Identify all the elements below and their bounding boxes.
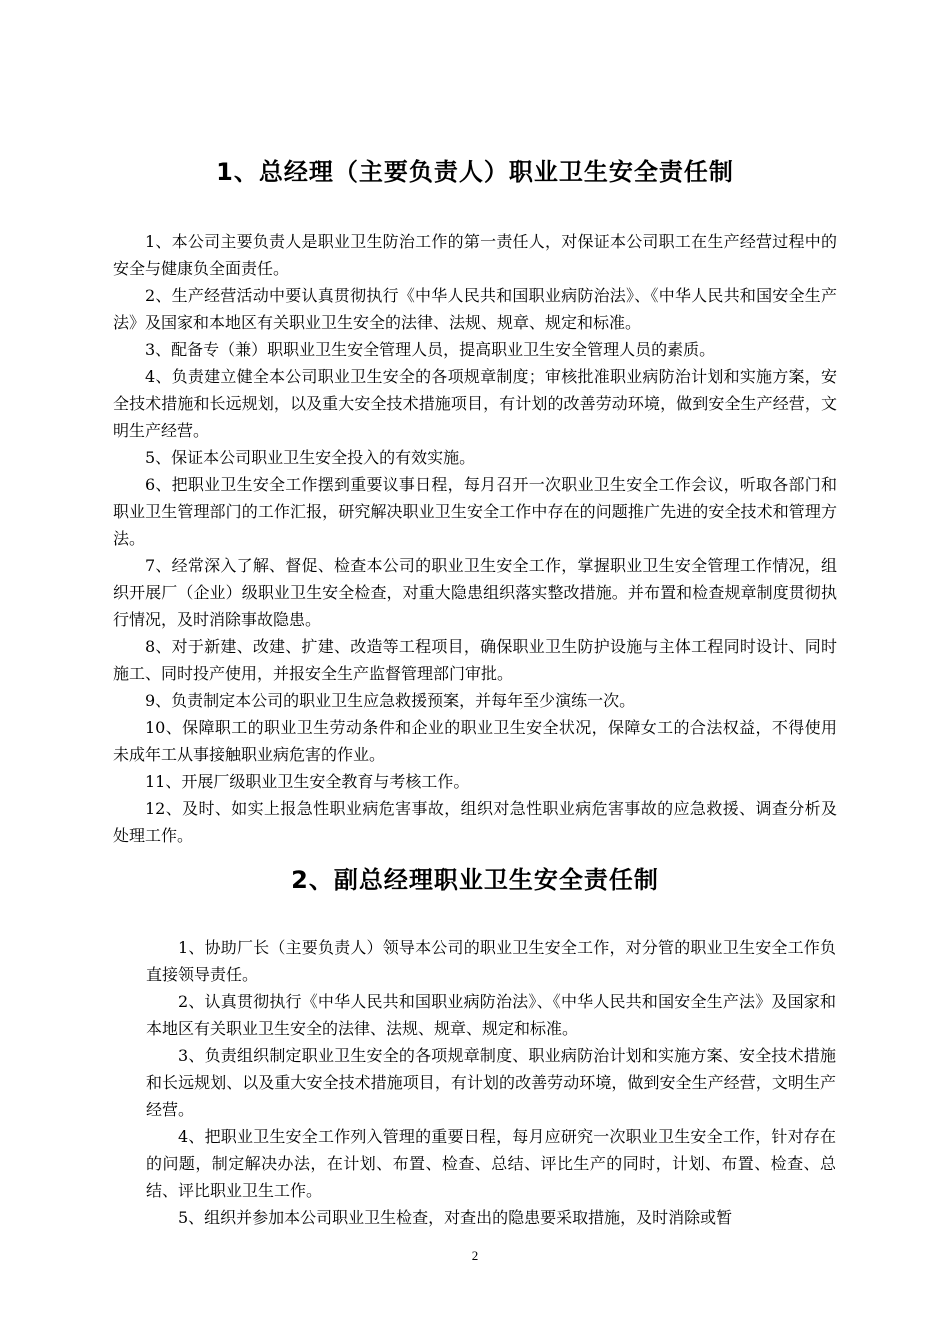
paragraph: 3、配备专（兼）职职业卫生安全管理人员，提高职业卫生安全管理人员的素质。 <box>145 340 716 359</box>
section-body <box>113 228 837 849</box>
page-number: 2 <box>471 1248 479 1263</box>
section-title: 1、总经理（主要负责人）职业卫生安全责任制 <box>216 158 734 186</box>
paragraph: 5、保证本公司职业卫生安全投入的有效实施。 <box>145 448 476 467</box>
paragraph: 6、把职业卫生安全工作摆到重要议事日程，每月召开一次职业卫生安全工作会议，听取各部门和职业卫生管理部门的工作汇报，研究解决职业卫生安全工作中存在的问题推广先进的安全技术和管理方法。 <box>113 475 837 548</box>
paragraph: 4、负责建立健全本公司职业卫生安全的各项规章制度；审核批准职业病防治计划和实施方案，安全技术措施和长远规划，以及重大安全技术措施项目，有计划的改善劳动环境，做到安全生产经营，文明生产经营。 <box>113 367 837 440</box>
paragraph: 9、负责制定本公司的职业卫生应急救援预案，并每年至少演练一次。 <box>145 691 636 710</box>
paragraph: 2、生产经营活动中要认真贯彻执行《中华人民共和国职业病防治法》、《中华人民共和国安全生产法》及国家和本地区有关职业卫生安全的法律、法规、规章、规定和标准。 <box>113 286 837 332</box>
section-deputy-general-manager <box>0 860 950 1227</box>
paragraph: 5、组织并参加本公司职业卫生检查，对查出的隐患要采取措施，及时消除或暂 <box>178 1208 733 1227</box>
paragraph: 12、及时、如实上报急性职业病危害事故，组织对急性职业病危害事故的应急救援、调查分析及处理工作。 <box>113 799 837 845</box>
paragraph: 2、认真贯彻执行《中华人民共和国职业病防治法》、《中华人民共和国安全生产法》及国家和本地区有关职业卫生安全的法律、法规、规章、规定和标准。 <box>146 992 836 1038</box>
paragraph: 4、把职业卫生安全工作列入管理的重要日程，每月应研究一次职业卫生安全工作，针对存在的问题，制定解决办法，在计划、布置、检查、总结、评比生产的同时，计划、布置、检查、总结、评比职业卫生工作。 <box>146 1127 836 1200</box>
paragraph: 1、协助厂长（主要负责人）领导本公司的职业卫生安全工作，对分管的职业卫生安全工作负直接领导责任。 <box>146 938 836 984</box>
section-body <box>146 934 836 1231</box>
paragraph: 10、保障职工的职业卫生劳动条件和企业的职业卫生安全状况，保障女工的合法权益，不得使用未成年工从事接触职业病危害的作业。 <box>113 718 837 764</box>
paragraph: 7、经常深入了解、督促、检查本公司的职业卫生安全工作，掌握职业卫生安全管理工作情况，组织开展厂（企业）级职业卫生安全检查，对重大隐患组织落实整改措施。并布置和检查规章制度贯彻执行情况，及时消除事故隐患。 <box>113 556 837 629</box>
paragraph: 1、本公司主要负责人是职业卫生防治工作的第一责任人，对保证本公司职工在生产经营过程中的安全与健康负全面责任。 <box>113 232 837 278</box>
section-general-manager <box>0 152 950 845</box>
paragraph: 11、开展厂级职业卫生安全教育与考核工作。 <box>145 772 470 791</box>
section-title: 2、副总经理职业卫生安全责任制 <box>291 866 659 894</box>
paragraph: 8、对于新建、改建、扩建、改造等工程项目，确保职业卫生防护设施与主体工程同时设计、同时施工、同时投产使用，并报安全生产监督管理部门审批。 <box>113 637 837 683</box>
paragraph: 3、负责组织制定职业卫生安全的各项规章制度、职业病防治计划和实施方案、安全技术措施和长远规划、以及重大安全技术措施项目，有计划的改善劳动环境，做到安全生产经营，文明生产经营。 <box>146 1046 836 1119</box>
